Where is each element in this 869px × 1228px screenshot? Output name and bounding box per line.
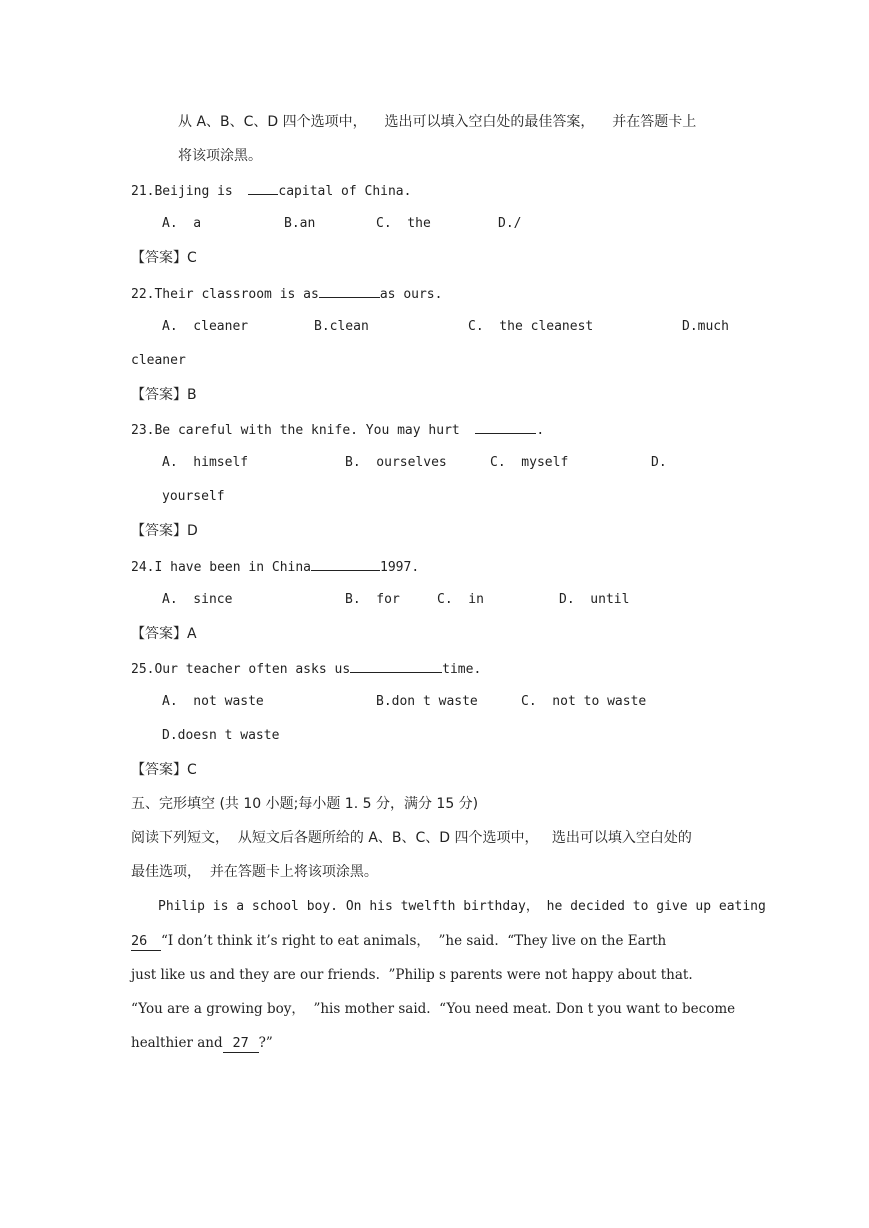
q23-option-c: C. myself (490, 455, 569, 470)
q24-answer: 【答案】A (131, 626, 197, 642)
q22-answer: 【答案】B (131, 387, 197, 403)
q25-option-b: B.don t waste (376, 694, 478, 709)
q21-option-c: C. the (376, 216, 431, 231)
q21-option-a: A. a (162, 216, 202, 231)
q21-answer: 【答案】C (131, 250, 197, 266)
cloze-blank-26: 26 (131, 932, 161, 951)
q23-option-d-continued: yourself (162, 489, 225, 504)
q23-option-a: A. himself (162, 455, 249, 470)
intro-line-1: 从 A、B、C、D 四个选项中， 选出可以填入空白处的最佳答案， 并在答题卡上 (178, 114, 697, 130)
answer-blank (475, 420, 536, 434)
section-instructions-2: 最佳选项， 并在答题卡上将该项涂黑。 (131, 864, 378, 880)
q25-option-a: A. not waste (162, 694, 264, 709)
q25-answer: 【答案】C (131, 762, 197, 778)
answer-blank (311, 557, 380, 571)
question-24-stem: 24.I have been in China 1997. (131, 557, 419, 577)
passage-line-4: “You are a growing boy， ”his mother said. “You need meat. Don t you want to become (131, 1001, 736, 1017)
q21-option-b: B.an (284, 216, 316, 231)
question-23-stem: 23.Be careful with the knife. You may hurt . (131, 420, 544, 440)
passage-line-2: 26 “I don’t think it’s right to eat animals， ”he said. “They live on the Earth (131, 933, 667, 949)
answer-blank (350, 659, 442, 673)
question-25-stem: 25.Our teacher often asks us time. (131, 659, 481, 679)
q24-option-b: B. for (345, 592, 400, 607)
q22-option-c: C. the cleanest (468, 319, 594, 334)
section-heading: 五、完形填空 (共 10 小题;每小题 1. 5 分，满分 15 分) (131, 796, 479, 812)
cloze-blank-27: 27 (223, 1034, 259, 1053)
q23-option-b: B. ourselves (345, 455, 447, 470)
q22-option-a: A. cleaner (162, 319, 249, 334)
q24-option-d: D. until (559, 592, 630, 607)
question-21-stem: 21.Beijing is capital of China. (131, 181, 411, 201)
q23-answer: 【答案】D (131, 523, 198, 539)
intro-line-2: 将该项涂黑。 (178, 148, 262, 164)
passage-line-1: Philip is a school boy. On his twelfth birthday， he decided to give up eating (158, 899, 766, 914)
q21-option-d: D./ (498, 216, 522, 231)
question-22-stem: 22.Their classroom is as as ours. (131, 284, 442, 304)
q24-option-c: C. in (437, 592, 484, 607)
answer-blank (319, 284, 380, 298)
q25-option-c: C. not to waste (521, 694, 647, 709)
passage-line-3: just like us and they are our friends. ”Philip s parents were not happy about that. (131, 967, 693, 983)
section-instructions-1: 阅读下列短文， 从短文后各题所给的 A、B、C、D 四个选项中， 选出可以填入空白处的 (131, 830, 692, 846)
q24-option-a: A. since (162, 592, 233, 607)
q22-option-b: B.clean (314, 319, 369, 334)
q25-option-d: D.doesn t waste (162, 728, 280, 743)
answer-blank (248, 181, 278, 195)
q22-option-d: D.much (682, 319, 729, 334)
q22-option-d-continued: cleaner (131, 353, 186, 368)
passage-line-5: healthier and 27 ?” (131, 1035, 273, 1051)
q23-option-d: D. (651, 455, 667, 470)
